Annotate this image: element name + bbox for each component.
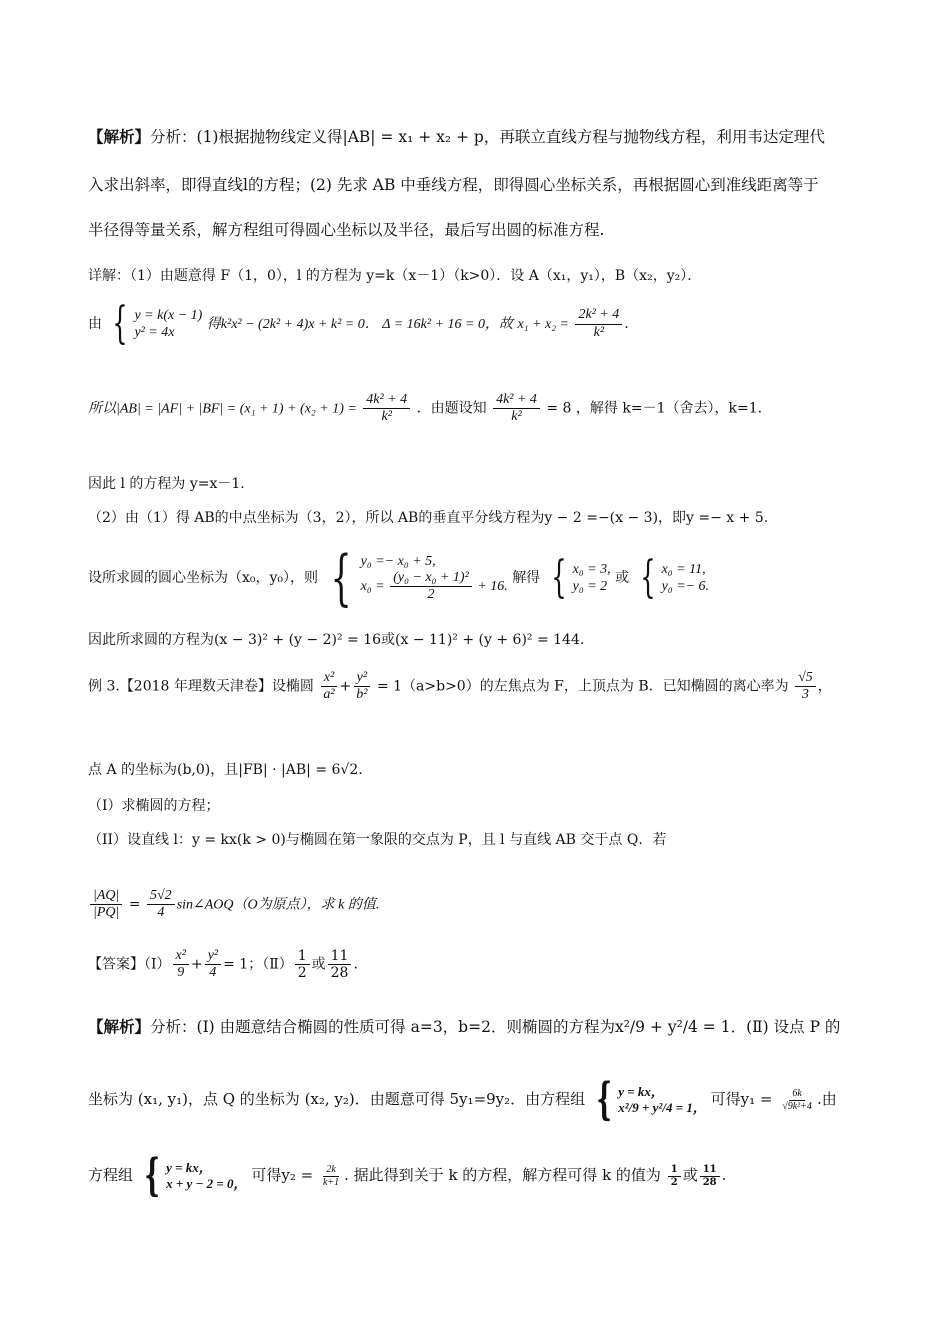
analysis-label: 【解析】 [88, 127, 151, 146]
analysis1-line2: 入求出斜率，即得直线l的方程；(2) 先求 AB 中垂线方程，即得圆心坐标关系，再根据圆心到准线距离等于 [88, 176, 819, 194]
analysis2-line3: 方程组 { y = kx， x + y − 2 = 0， 可得y₂ = $\frac{2k}{k+1}$ . 据此得到关于 k 的方程，解方程可得 k 的值为 $\frac{1}{2}$ 或 $\frac{11}{28}$ . [88, 1150, 727, 1201]
example3-q2: （II）设直线 l：y = kx(k > 0)与椭圆在第一象限的交点为 P，且 l 与直线 AB 交于点 Q．若 [88, 832, 667, 848]
given-fraction: $\frac{\text{4k² + 4}}{\text{k²}}$ [493, 392, 540, 425]
detail-line2: 由 { y = k(x − 1) y² = 4x 得k²x² − (2k² + 4)x + k² = 0． Δ = 16k² + 16 = 0，故 x₁ + x₂ = $\frac{\text{2k² + 4}}{\text{k²}}$ ． [88, 298, 639, 349]
analysis1-line1: 【解析】分析：(1)根据抛物线定义得|AB| = x₁ + x₂ + p，再联立直线方程与抛物线方程，利用韦达定理代 [88, 127, 825, 146]
system-ellipse-line: { y = kx， x²/9 + y²/4 = 1， [596, 1074, 706, 1125]
analysis1-line3: 半径得等量关系，解方程组可得圆心坐标以及半径，最后写出圆的标准方程. [88, 221, 605, 239]
example3-ratio: $\frac{|AQ|}{|PQ|}$ = $\frac{5√2}{4}$ sin∠AOQ（O为原点），求 k 的值. [88, 888, 379, 921]
example3-line2: 点 A 的坐标为(b,0)，且|FB| · |AB| = 6√2. [88, 762, 363, 778]
answer-label: 【答案】 [88, 956, 144, 973]
answer-line: 【答案】（Ⅰ） $\frac{\text{x²}}{9}$ + $\frac{\text{y²}}{4}$ = 1；（Ⅱ） $\frac{1}{2}$ 或 $\frac{11}{28}$ . [88, 948, 358, 982]
detail-line7: 因此所求圆的方程为(x − 3)² + (y − 2)² = 16或(x − 11)² + (y + 6)² = 144. [88, 632, 585, 648]
line-parabola-system: { y = k(x − 1) y² = 4x [112, 298, 203, 349]
analysis2-line1: 【解析】分析：(Ⅰ) 由题意结合椭圆的性质可得 a=3，b=2．则椭圆的方程为x²/9 + y²/4 = 1．(Ⅱ) 设点 P 的 [88, 1017, 841, 1036]
example3-line1: 例 3.【2018 年理数天津卷】设椭圆 $\frac{\text{x²}}{\text{a²}}$ + $\frac{\text{y²}}{\text{b²}}$ = 1（a>b>0）的左焦点为 F，上顶点为 B．已知椭圆的离心率为 $\frac{√5}{3}$ ， [88, 670, 832, 703]
example3-q1: （I）求椭圆的方程； [88, 798, 220, 814]
sum-fraction: $\frac{\text{2k² + 4}}{\text{k²}}$ [575, 307, 622, 340]
detail-line5: （2）由（1）得 AB的中点坐标为（3，2），所以 AB的垂直平分线方程为y − 2 =−(x − 3)，即y =− x + 5. [88, 510, 769, 526]
center-system: { y₀ =− x₀ + 5, x₀ = $\frac{\text{(y₀ − x₀ + 1)²}}{2}$ + 16. [331, 543, 508, 613]
solution2-system: { x₀ = 11, y₀ =− 6. [639, 552, 710, 603]
detail-line3: 所以|AB| = |AF| + |BF| = (x₁ + 1) + (x₂ + 1) = $\frac{\text{4k² + 4}}{\text{k²}}$ ．由题设知 $\frac{\text{4k² + 4}}{\text{k²}}$ = 8 ，解得 k=－1（舍去），k=1. [88, 392, 763, 425]
detail-line6: 设所求圆的圆心坐标为（x₀，y₀），则 { y₀ =− x₀ + 5, x₀ = $\frac{\text{(y₀ − x₀ + 1)²}}{2}$ + 16. 解得 { x₀ = 3, y₀ = 2 或 { x₀ = 11, y₀ =− 6. [88, 543, 710, 613]
analysis-label-2: 【解析】 [88, 1017, 151, 1036]
ab-fraction: $\frac{\text{4k² + 4}}{\text{k²}}$ [363, 392, 410, 425]
system-line-line: { y = kx， x + y − 2 = 0， [144, 1150, 247, 1201]
detail-line4: 因此 l 的方程为 y=x－1. [88, 476, 245, 492]
detail-line1: 详解：（1）由题意得 F（1，0），l 的方程为 y=k（x－1）（k>0）．设 A（x₁，y₁），B（x₂，y₂）． [88, 268, 702, 284]
analysis2-line2: 坐标为 (x₁, y₁)，点 Q 的坐标为 (x₂, y₂)．由题意可得 5y₁=9y₂．由方程组 { y = kx， x²/9 + y²/4 = 1， 可得y₁ = $\frac{6k}{\text{√9k²+4}}$ .由 [88, 1074, 837, 1125]
solution1-system: { x₀ = 3, y₀ = 2 [550, 552, 611, 603]
